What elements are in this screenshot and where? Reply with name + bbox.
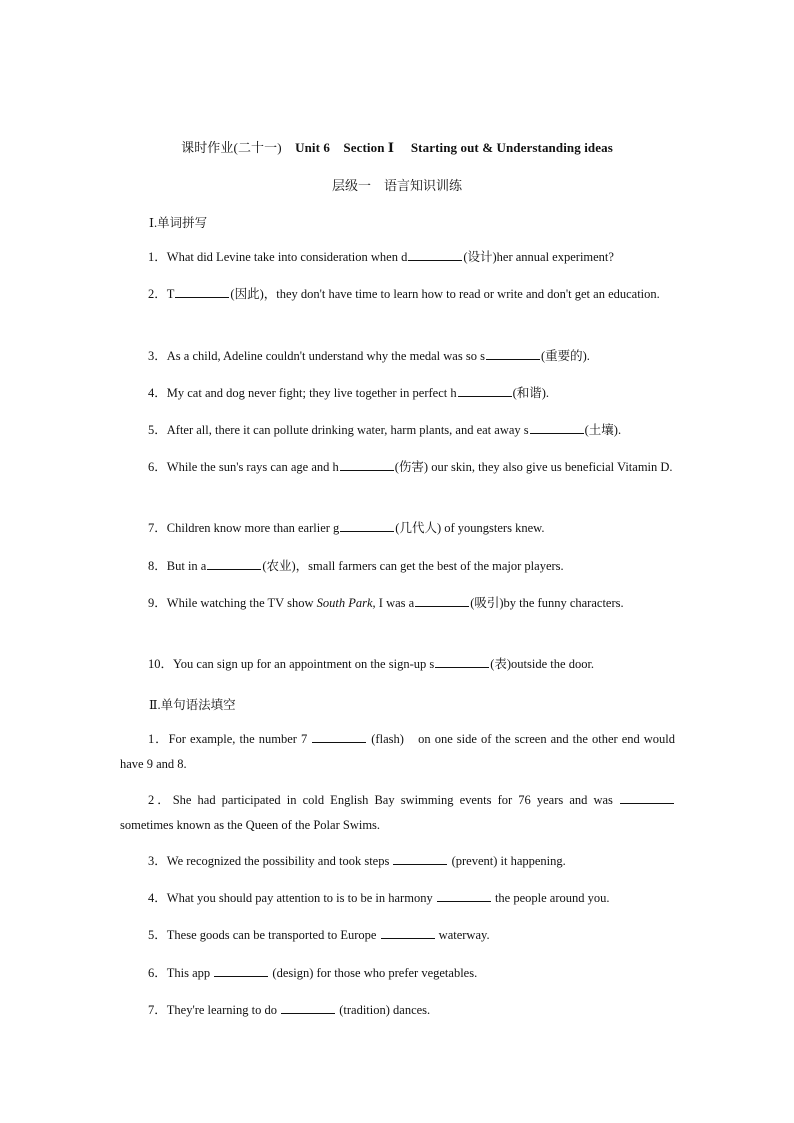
section-heading-1: Ⅰ.单词拼写 bbox=[149, 216, 208, 230]
answer-blank[interactable] bbox=[175, 285, 229, 298]
title-unit: Unit 6 bbox=[295, 140, 330, 155]
page-subtitle: 层级一 语言知识训练 bbox=[331, 178, 462, 193]
answer-blank[interactable] bbox=[415, 594, 469, 607]
title-section: Section Ⅰ bbox=[343, 140, 395, 155]
show-title: South Park, bbox=[316, 596, 376, 610]
list-item: 1．What did Levine take into consideration when d (设计)her annual experiment? bbox=[148, 250, 614, 264]
list-item: 7．They're learning to do (tradition) dances. bbox=[148, 1003, 431, 1017]
list-item: 6．This app (design) for those who prefer vegetables. bbox=[148, 966, 478, 980]
list-item: 5．These goods can be transported to Europe waterway. bbox=[148, 928, 490, 942]
page-title bbox=[0, 137, 794, 156]
answer-blank[interactable] bbox=[393, 852, 447, 865]
title-topic: Starting out & Understanding ideas bbox=[410, 140, 613, 155]
list-item: 2．She had participated in cold English Bay swimming events for 76 years and was sometimes known as the Queen of the Polar Swims. bbox=[120, 788, 675, 837]
list-item: 5．After all, there it can pollute drinking water, harm plants, and eat away s (土壤). bbox=[148, 423, 622, 437]
list-item: 10．You can sign up for an appointment on the sign-up s (表)outside the door. bbox=[148, 657, 595, 671]
answer-blank[interactable] bbox=[312, 730, 366, 743]
list-item: 3．We recognized the possibility and took steps (prevent) it happening. bbox=[148, 854, 566, 868]
answer-blank[interactable] bbox=[530, 421, 584, 434]
list-item: 2．T (因此)，they don't have time to learn how to read or write and don't get an education. bbox=[148, 287, 660, 301]
answer-blank[interactable] bbox=[435, 655, 489, 668]
list-item: 6．While the sun's rays can age and h (伤害) our skin, they also give us beneficial Vitamin D. bbox=[148, 460, 673, 474]
list-item: 1．For example, the number 7 (flash) on one side of the screen and the other end would have 9 and 8. bbox=[120, 732, 676, 771]
title-cn: 课时作业(二十一) bbox=[181, 140, 282, 155]
answer-blank[interactable] bbox=[408, 248, 462, 261]
list-item: 4．My cat and dog never fight; they live together in perfect h (和谐). bbox=[148, 386, 550, 400]
answer-blank[interactable] bbox=[620, 791, 674, 804]
list-item: 9．While watching the TV show South Park, I was a (吸引)by the funny characters. bbox=[148, 596, 624, 610]
answer-blank[interactable] bbox=[340, 458, 394, 471]
answer-blank[interactable] bbox=[214, 964, 268, 977]
answer-blank[interactable] bbox=[281, 1001, 335, 1014]
section-heading-2: Ⅱ.单句语法填空 bbox=[149, 698, 236, 712]
list-item: 4．What you should pay attention to is to be in harmony the people around you. bbox=[148, 891, 610, 905]
answer-blank[interactable] bbox=[381, 926, 435, 939]
list-item: 8．But in a (农业)，small farmers can get the best of the major players. bbox=[148, 559, 564, 573]
list-item: 7．Children know more than earlier g (几代人) of youngsters knew. bbox=[148, 521, 545, 535]
answer-blank[interactable] bbox=[340, 519, 394, 532]
answer-blank[interactable] bbox=[486, 347, 540, 360]
answer-blank[interactable] bbox=[437, 889, 491, 902]
list-item: 3．As a child, Adeline couldn't understand why the medal was so s (重要的). bbox=[148, 349, 590, 363]
answer-blank[interactable] bbox=[207, 557, 261, 570]
answer-blank[interactable] bbox=[458, 384, 512, 397]
